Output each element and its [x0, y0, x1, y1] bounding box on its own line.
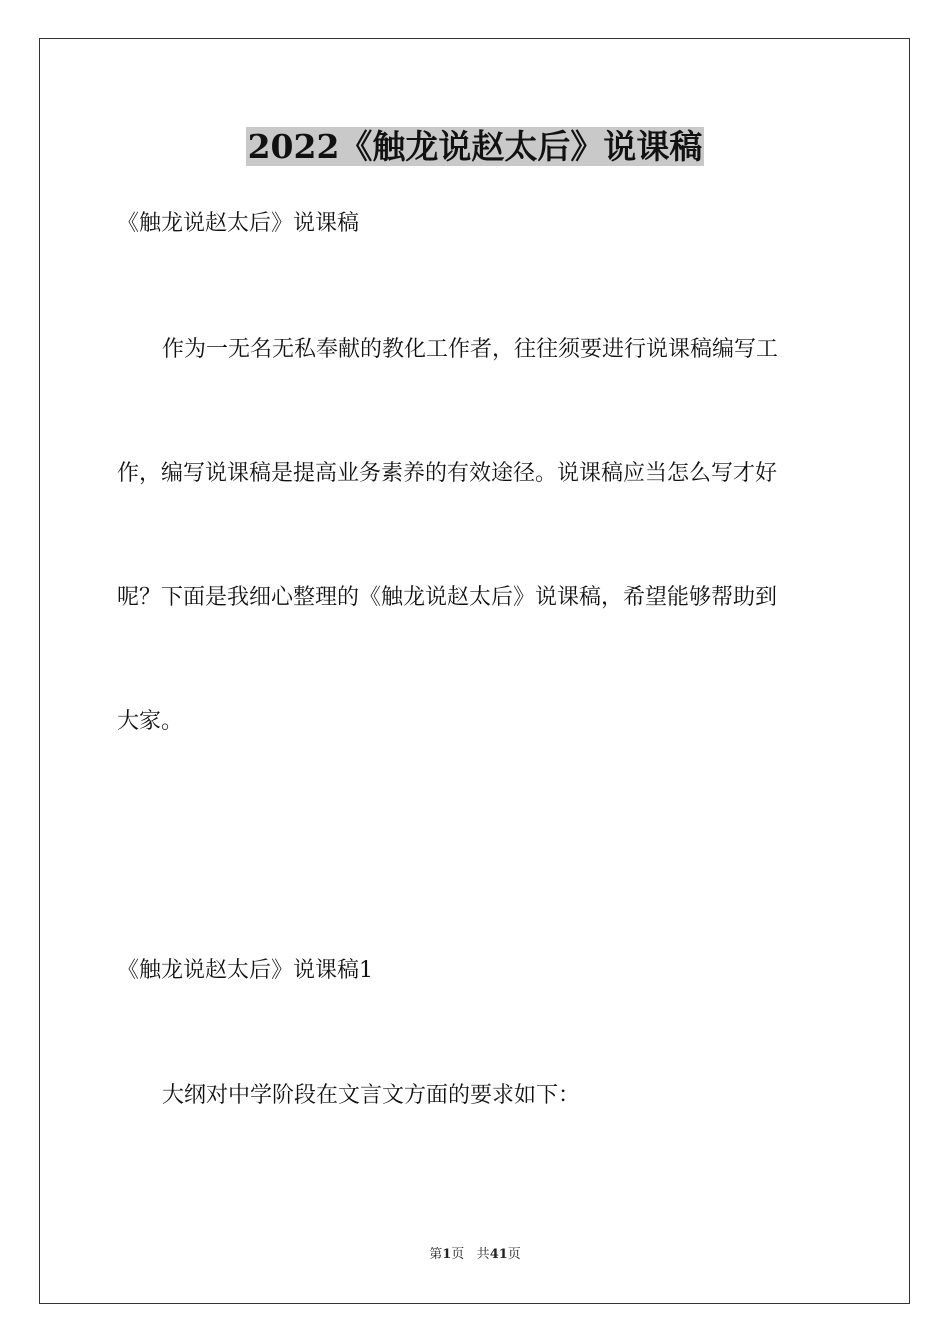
footer-page-suffix: 页 [451, 1247, 465, 1262]
page-footer [0, 1246, 950, 1264]
section-first-line: 大纲对中学阶段在文言文方面的要求如下： [162, 1083, 581, 1108]
section-heading: 《触龙说赵太后》说课稿1 [117, 958, 373, 983]
footer-total-suffix: 页 [507, 1247, 521, 1262]
footer-total-prefix: 共 [476, 1247, 490, 1262]
intro-line-3: 呢？下面是我细心整理的《触龙说赵太后》说课稿，希望能够帮助到 [117, 585, 778, 610]
intro-line-1: 作为一无名无私奉献的教化工作者，往往须要进行说课稿编写工 [162, 337, 779, 362]
footer-page-prefix: 第 [429, 1247, 443, 1262]
document-subtitle: 《触龙说赵太后》说课稿 [117, 211, 360, 236]
document-title-text: 2022《触龙说赵太后》说课稿 [247, 127, 703, 166]
footer-total-pages: 41 [489, 1247, 508, 1262]
intro-line-4: 大家。 [117, 709, 184, 734]
document-title [0, 124, 950, 170]
intro-line-2: 作，编写说课稿是提高业务素养的有效途径。说课稿应当怎么写才好 [117, 461, 778, 486]
footer-page-number: 1 [442, 1247, 452, 1262]
